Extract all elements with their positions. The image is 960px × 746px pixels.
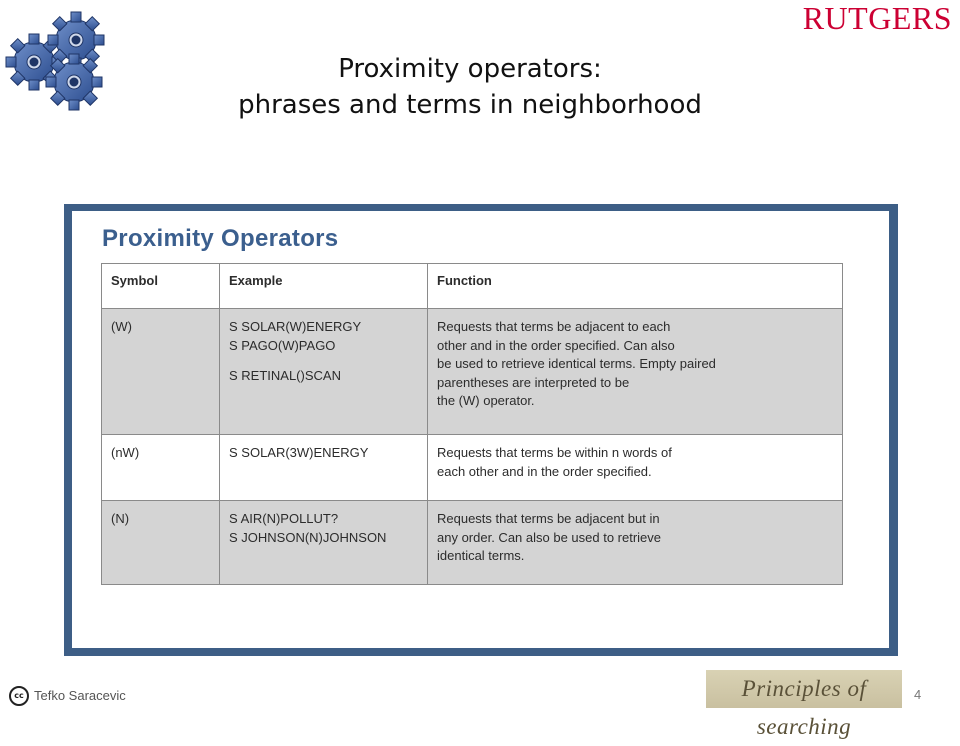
figure-panel — [72, 211, 889, 648]
slide-title — [140, 52, 800, 124]
gears-icon — [4, 10, 120, 114]
table-row — [102, 501, 843, 585]
function-line: be used to retrieve identical terms. Empty paired — [437, 356, 716, 371]
example-line: S SOLAR(W)ENERGY — [229, 319, 362, 334]
function-line: Requests that terms be adjacent but in — [437, 511, 660, 526]
symbol-cell — [102, 435, 220, 501]
example-line: S AIR(N)POLLUT? — [229, 511, 339, 526]
example-line: S RETINAL()SCAN — [229, 368, 341, 383]
function-cell — [428, 435, 843, 501]
symbol-cell — [102, 501, 220, 585]
figure-frame — [64, 204, 898, 656]
column-header-symbol: Symbol — [102, 264, 220, 309]
function-line: Requests that terms be within n words of — [437, 445, 672, 460]
creative-commons-icon: cc — [9, 686, 29, 706]
symbol-text: (N) — [111, 511, 130, 526]
function-line: any order. Can also be used to retrieve — [437, 529, 662, 545]
function-cell — [428, 501, 843, 585]
proximity-operators-table — [101, 263, 843, 585]
example-line: S JOHNSON(N)JOHNSON — [229, 529, 387, 545]
example-cell — [220, 309, 428, 435]
symbol-text: (nW) — [111, 445, 140, 460]
function-line: other and in the order specified. Can also — [437, 337, 675, 353]
table-row — [102, 435, 843, 501]
example-cell — [220, 501, 428, 585]
symbol-text: (W) — [111, 319, 132, 334]
figure-heading: Proximity Operators — [102, 225, 339, 252]
rutgers-logo-text: RUTGERS — [802, 0, 952, 36]
page-number: 4 — [914, 687, 922, 702]
column-header-function: Function — [428, 264, 843, 309]
table-row — [102, 309, 843, 435]
function-line: the (W) operator. — [437, 393, 535, 408]
table-header-row — [102, 264, 843, 309]
example-line: S SOLAR(3W)ENERGY — [229, 445, 369, 460]
function-cell — [428, 309, 843, 435]
principles-banner: Principles of searching — [706, 670, 902, 708]
symbol-cell — [102, 309, 220, 435]
function-line: parentheses are interpreted to be — [437, 374, 630, 390]
title-line-1: Proximity operators: — [338, 54, 602, 84]
example-cell — [220, 435, 428, 501]
title-line-2: phrases and terms in neighborhood — [238, 90, 702, 120]
author-name: Tefko Saracevic — [34, 688, 126, 703]
rutgers-logo — [803, 0, 952, 37]
function-line: each other and in the order specified. — [437, 463, 652, 479]
example-spacer — [229, 355, 418, 367]
example-line: S PAGO(W)PAGO — [229, 337, 336, 353]
function-line: identical terms. — [437, 548, 525, 563]
function-line: Requests that terms be adjacent to each — [437, 319, 671, 334]
column-header-example: Example — [220, 264, 428, 309]
